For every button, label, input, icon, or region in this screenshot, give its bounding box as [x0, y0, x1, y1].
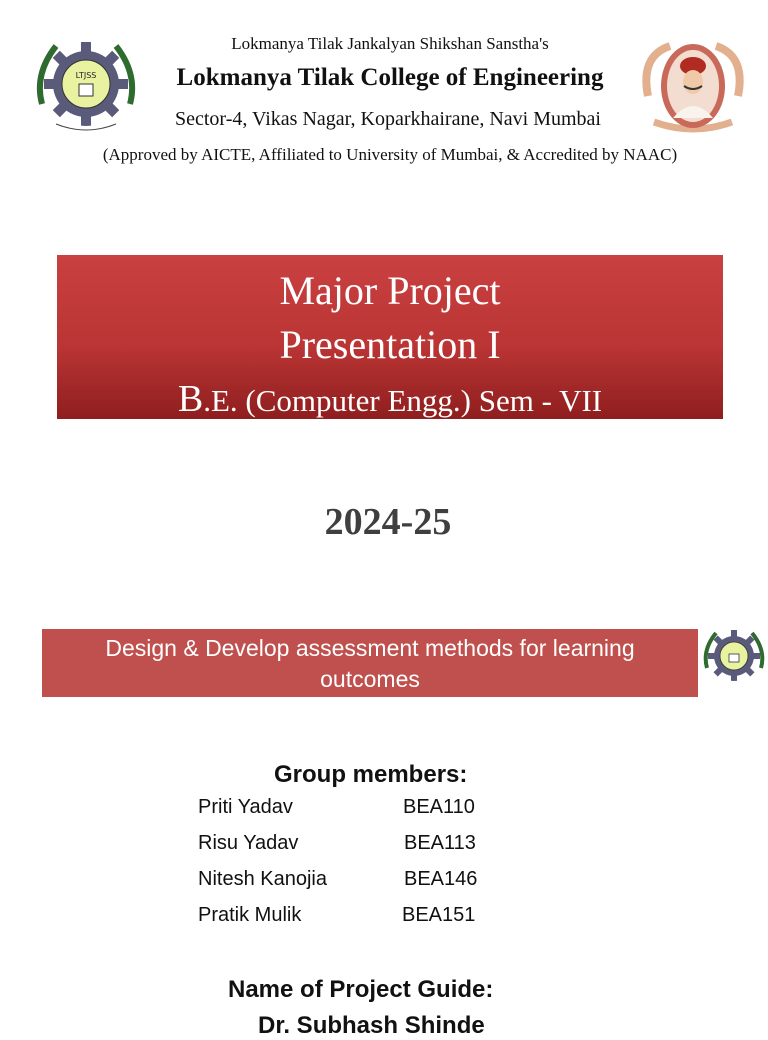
project-topic-banner	[42, 629, 698, 697]
founder-portrait-emblem	[640, 36, 746, 136]
member-name: Priti Yadav	[198, 796, 293, 818]
member-roll-number: BEA146	[404, 868, 478, 890]
member-name: Risu Yadav	[198, 832, 299, 854]
member-roll-number: BEA151	[402, 904, 476, 926]
course-details: .E. (Computer Engg.) Sem - VII	[203, 383, 603, 418]
academic-year: 2024-25	[324, 501, 452, 543]
topic-line-1: Design & Develop assessment methods for learning	[105, 635, 635, 661]
course-subtitle	[57, 377, 723, 421]
member-name: Pratik Mulik	[198, 904, 302, 926]
svg-text:LTJSS: LTJSS	[75, 71, 97, 80]
college-logo-small	[700, 623, 768, 691]
member-roll-number: BEA110	[403, 796, 475, 818]
title-line-1: Major Project	[279, 268, 501, 313]
presentation-title-banner	[57, 255, 723, 419]
society-name: Lokmanya Tilak Jankalyan Shikshan Sanstha's	[231, 34, 549, 53]
member-name: Nitesh Kanojia	[198, 868, 327, 890]
college-address: Sector-4, Vikas Nagar, Koparkhairane, Navi Mumbai	[175, 108, 601, 130]
topic-line-2: outcomes	[320, 666, 420, 692]
member-roll-number: BEA113	[404, 832, 476, 854]
course-initial: B	[177, 378, 204, 420]
group-members-heading: Group members:	[274, 761, 468, 788]
project-guide-heading: Name of Project Guide:	[228, 976, 494, 1003]
title-line-2: Presentation I	[279, 322, 501, 367]
accreditation-note: (Approved by AICTE, Affiliated to University of Mumbai, & Accredited by NAAC)	[102, 145, 678, 164]
college-name: Lokmanya Tilak College of Engineering	[176, 64, 604, 91]
project-guide-name: Dr. Subhash Shinde	[258, 1012, 485, 1039]
